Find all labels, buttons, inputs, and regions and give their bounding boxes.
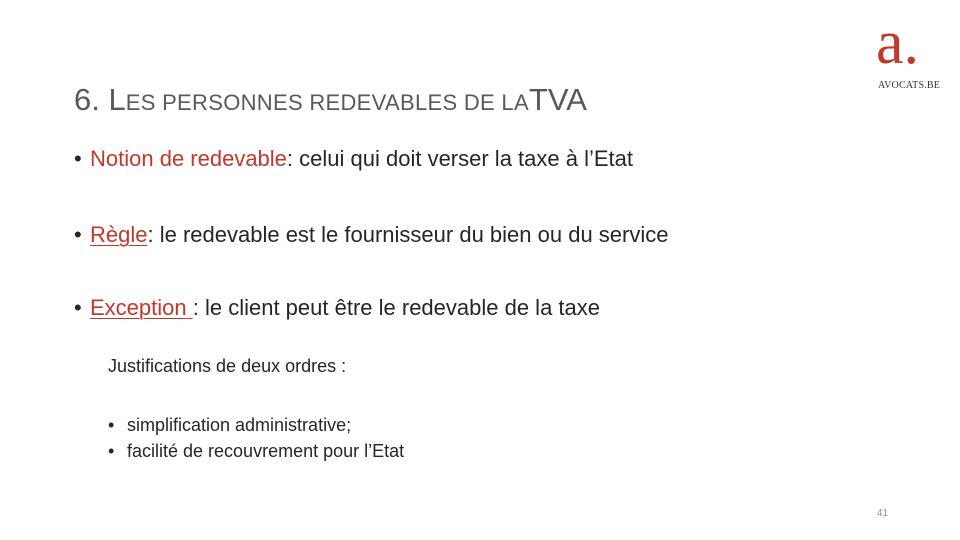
logo-glyph: a. bbox=[876, 9, 920, 77]
bullet-marker: • bbox=[74, 295, 82, 320]
bullet-term: Notion de redevable bbox=[90, 146, 287, 171]
slide-title bbox=[74, 81, 587, 118]
avocats-be-logo bbox=[868, 9, 948, 94]
bullet-separator: : bbox=[192, 295, 199, 320]
title-tva: TVA bbox=[528, 82, 587, 118]
list-item bbox=[108, 412, 404, 438]
bullet-marker: • bbox=[74, 222, 82, 247]
title-prefix: 6. L bbox=[74, 82, 126, 118]
bullet-separator: : bbox=[286, 146, 294, 171]
bullet-marker: • bbox=[108, 441, 115, 461]
bullet-text: le redevable est le fournisseur du bien ou du service bbox=[153, 222, 669, 247]
title-small-caps: ES PERSONNES REDEVABLES DE LA bbox=[125, 90, 529, 116]
bullet-regle bbox=[74, 222, 668, 248]
page-number: 41 bbox=[876, 508, 888, 519]
list-item bbox=[108, 438, 404, 464]
list-item-text: facilité de recouvrement pour l’Etat bbox=[127, 441, 405, 461]
bullet-term: Exception bbox=[90, 295, 193, 320]
logo-text: AVOCATS.BE bbox=[878, 80, 941, 91]
justifications-heading: Justifications de deux ordres : bbox=[108, 356, 347, 376]
bullet-term: Règle bbox=[90, 222, 148, 247]
bullet-separator: : bbox=[147, 222, 154, 247]
justifications-list bbox=[108, 412, 404, 464]
bullet-text: le client peut être le redevable de la taxe bbox=[198, 295, 601, 320]
bullet-marker: • bbox=[108, 415, 115, 435]
bullet-exception bbox=[74, 295, 600, 321]
bullet-notion bbox=[74, 146, 633, 172]
bullet-marker: • bbox=[74, 146, 82, 171]
bullet-text: celui qui doit verser la taxe à l’Etat bbox=[293, 146, 633, 171]
list-item-text: simplification administrative; bbox=[127, 415, 352, 435]
